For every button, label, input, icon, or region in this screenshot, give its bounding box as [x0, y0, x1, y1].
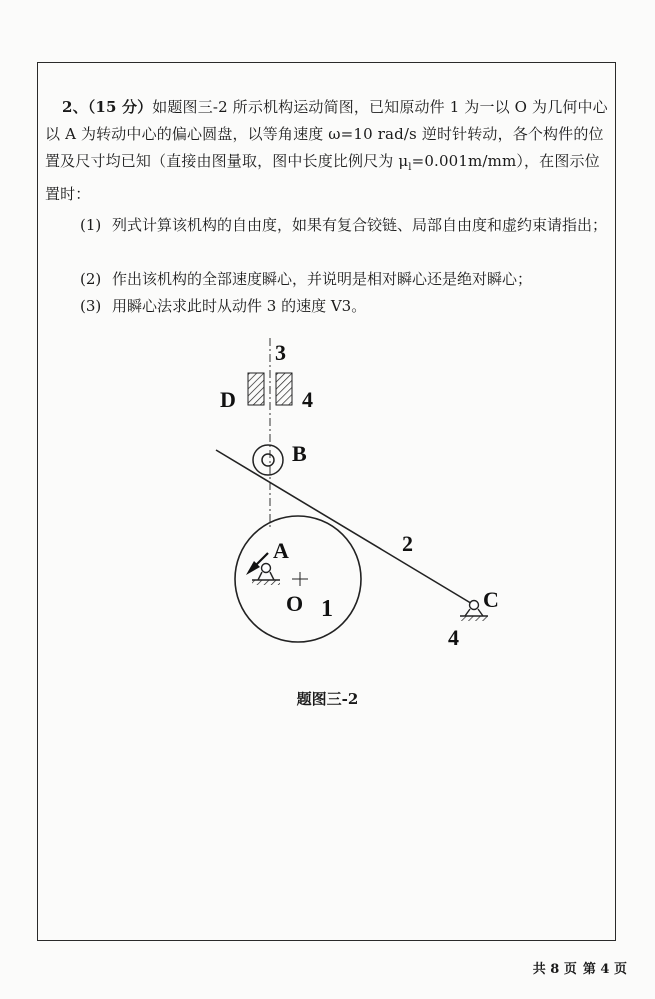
problem-points: （15 分） [87, 98, 153, 116]
guide-d-left [248, 373, 264, 405]
label-o: O [286, 591, 304, 616]
question-text: 用瞬心法求此时从动件 3 的速度 V3。 [112, 297, 367, 315]
figure-caption: 题图三-2 [296, 690, 359, 708]
question-number: (2) [80, 270, 102, 288]
label-guide-4: 4 [302, 387, 313, 412]
label-d: D [220, 387, 236, 412]
scale-value: =0.001m/mm），在图示位置时： [45, 152, 600, 203]
label-c: C [483, 587, 499, 612]
page-footer [527, 958, 627, 977]
label-b: B [292, 441, 307, 466]
label-link-3: 3 [275, 340, 286, 365]
problem-text: 如题图三-2 所示机构运动简图，已知原动件 1 为一以 O 为几何中心以 A 为转动中心的偏心圆盘，以等角速度 ω=10 rad/s 逆时针转动，各个构件的位置及尺寸均已知（直接由图量取，图中长度比例尺为 μ [45, 98, 608, 170]
question-number: (1) [80, 216, 102, 234]
label-a: A [273, 538, 289, 563]
label-disk-1: 1 [321, 596, 333, 622]
roller-b-outer [253, 445, 283, 475]
guide-d-right [276, 373, 292, 405]
mechanism-diagram [200, 335, 520, 655]
roller-b-inner [262, 454, 274, 466]
total-pages: 共 8 页 [532, 962, 577, 977]
scale-subscript: l [408, 162, 412, 173]
current-page: 第 4 页 [582, 962, 627, 977]
question-text: 作出该机构的全部速度瞬心，并说明是相对瞬心还是绝对瞬心； [112, 270, 533, 288]
label-ground-4: 4 [448, 625, 459, 650]
label-link-2: 2 [402, 531, 413, 556]
question-text: 列式计算该机构的自由度，如果有复合铰链、局部自由度和虚约束请指出； [112, 216, 608, 234]
problem-number: 2、 [62, 98, 88, 116]
question-number: (3) [80, 297, 102, 315]
problem-intro [45, 94, 610, 208]
